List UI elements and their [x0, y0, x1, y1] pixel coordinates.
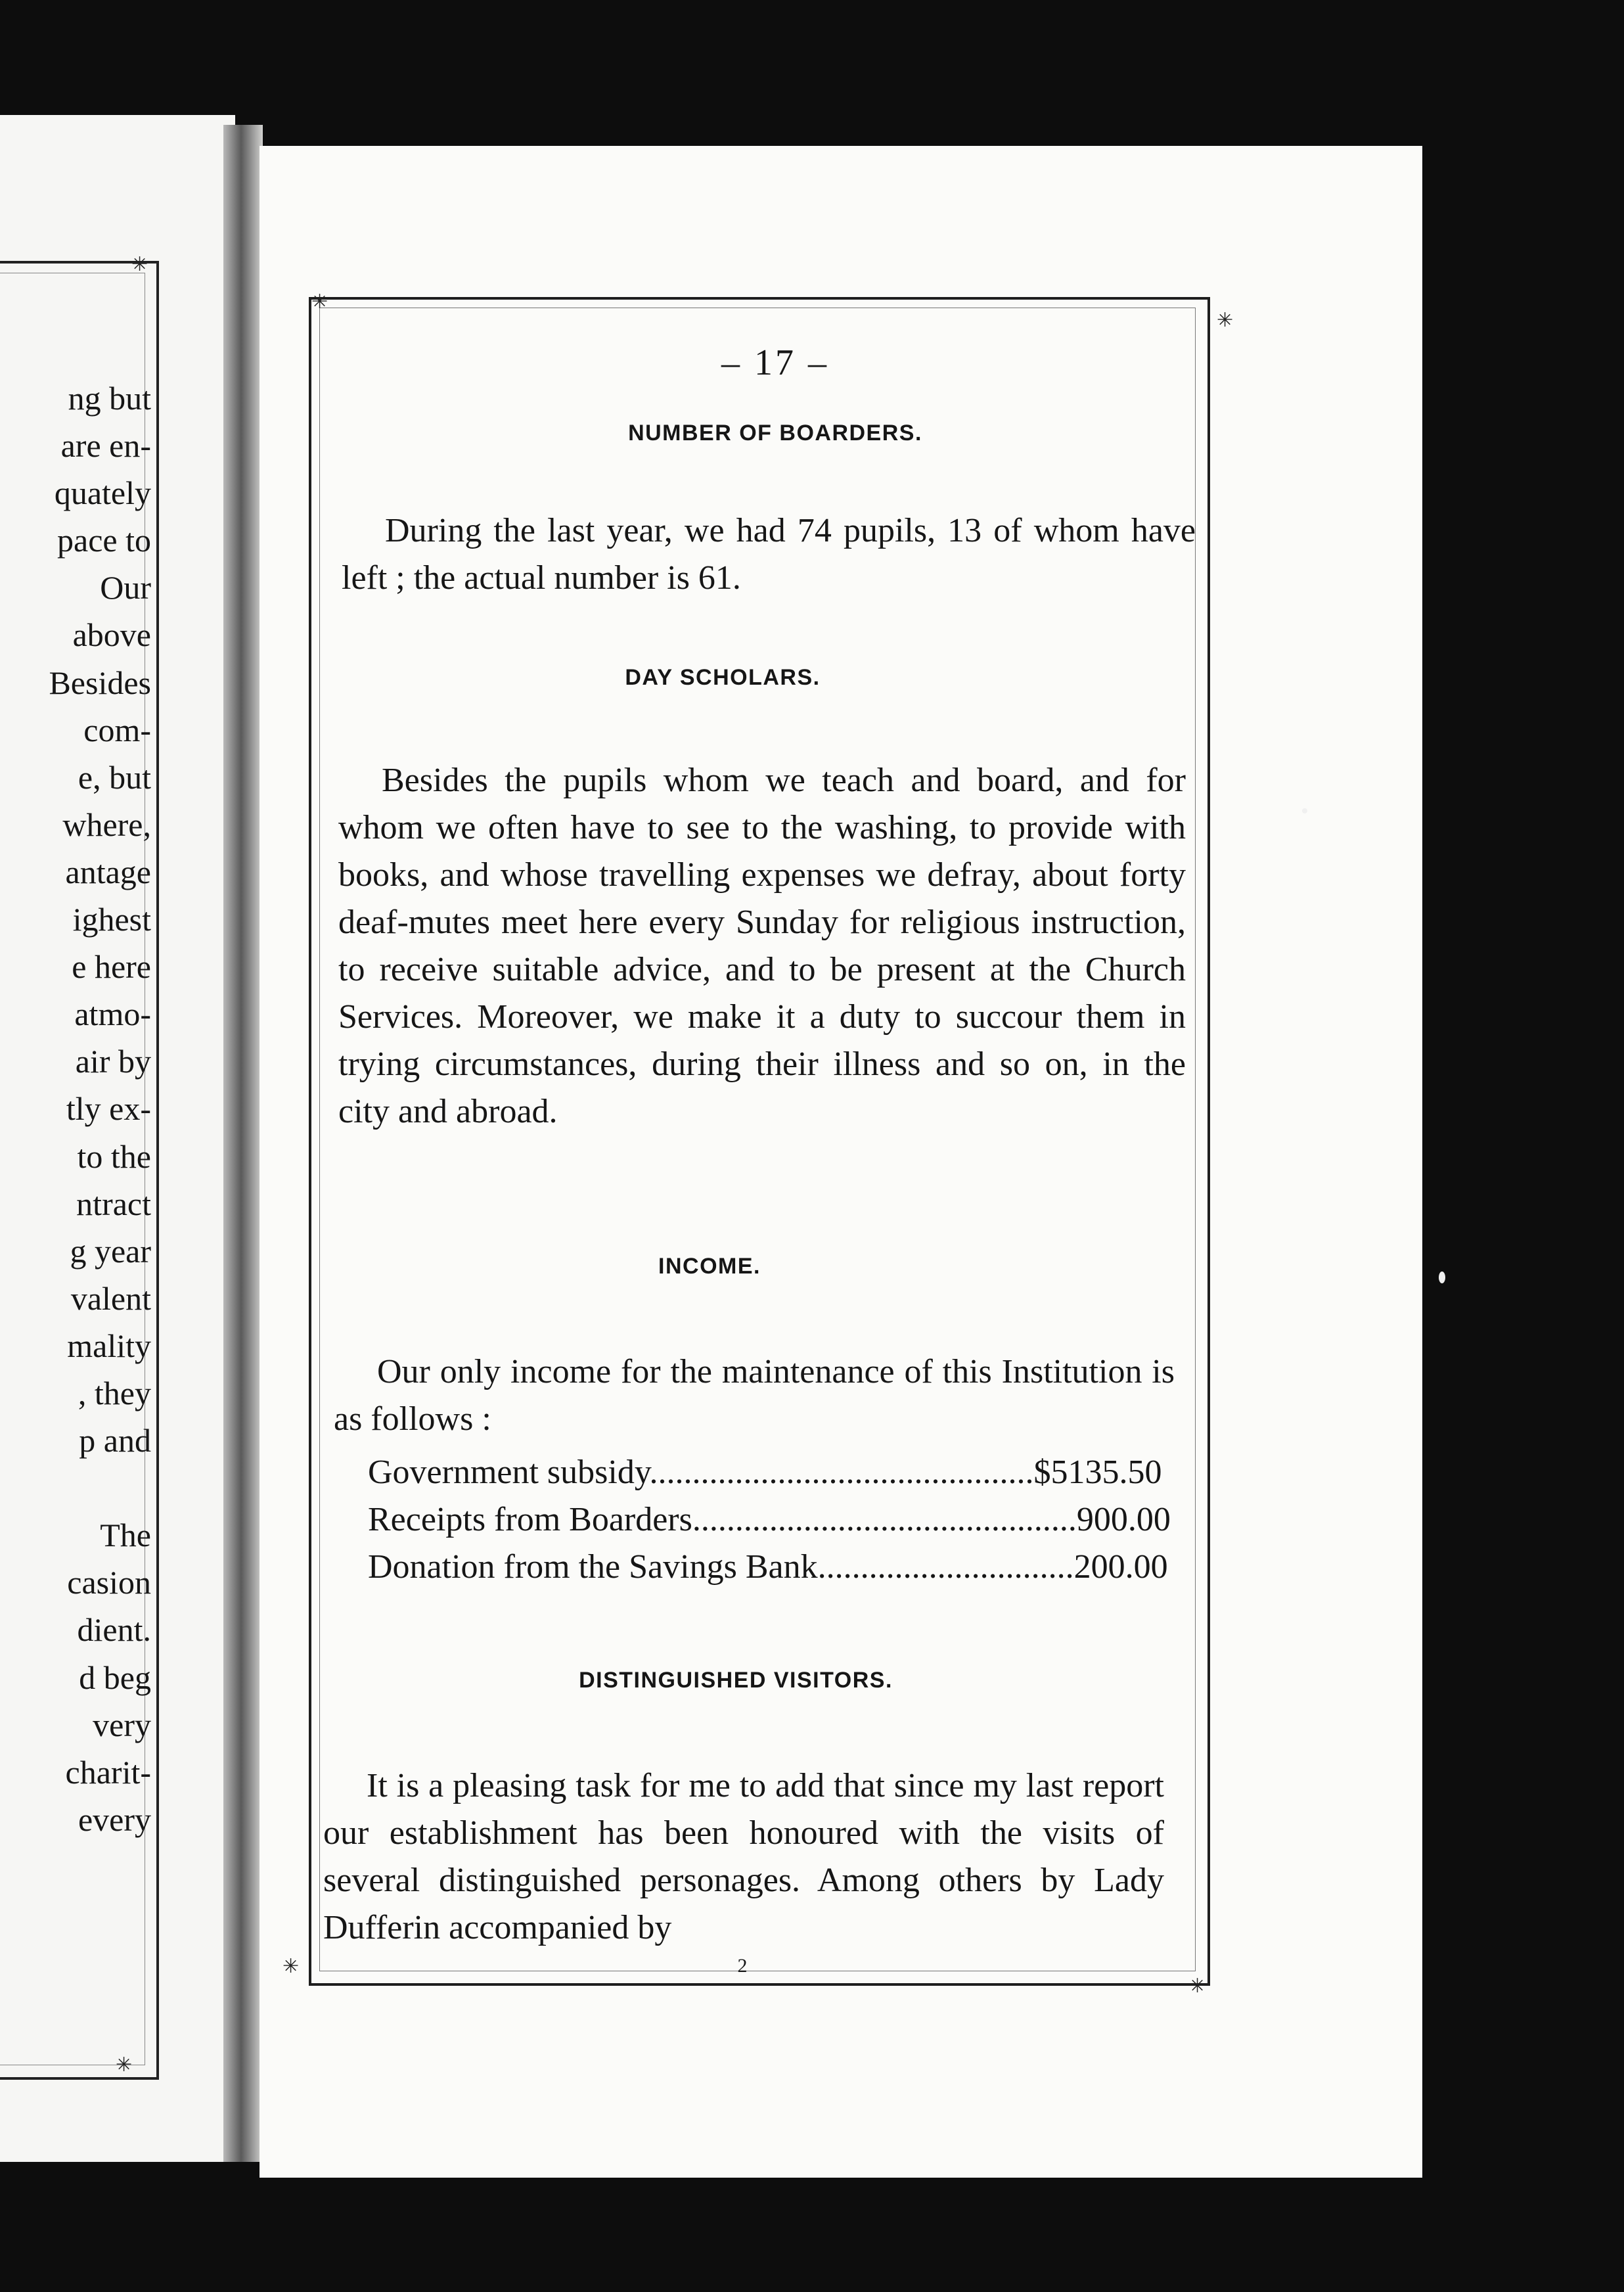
left-page-line: ighest [72, 901, 151, 938]
heading-income: INCOME. [658, 1254, 761, 1279]
left-page-line: quately [54, 474, 151, 512]
signature-mark: 2 [737, 1955, 748, 1977]
border-star-bottom-left: ✳ [282, 1955, 300, 1978]
income-row [368, 1544, 1168, 1591]
income-item-label: Receipts from Boarders............................................. [368, 1501, 1077, 1538]
scan-speck [1302, 808, 1307, 814]
left-page-line: , they [78, 1374, 151, 1411]
left-page-line: e here [72, 948, 151, 986]
income-item-label: Donation from the Savings Bank.............................. [368, 1548, 1074, 1586]
left-page-line: casion [67, 1564, 151, 1601]
paragraph-distinguished-visitors: It is a pleasing task for me to add that since my last report our establishment has been honoured with the visits of several distinguished personages. Among others by Lady Dufferin accompanied by [323, 1767, 1164, 1946]
heading-day-scholars: DAY SCHOLARS. [625, 665, 821, 690]
income-item-amount: $5135.50 [1033, 1454, 1162, 1491]
left-page-text-fragments [49, 375, 151, 1843]
income-row [368, 1449, 1162, 1496]
left-page-line: pace to [57, 522, 151, 559]
left-page-line: ng but [68, 380, 151, 417]
left-facing-page [0, 115, 235, 2162]
left-page-line [49, 1464, 151, 1511]
left-page-line: every [78, 1800, 151, 1838]
left-page-line: to the [77, 1137, 151, 1175]
left-page-line: Besides [49, 664, 151, 701]
paragraph-income: Our only income for the maintenance of this Institution is as follows : [334, 1353, 1175, 1438]
border-star-top-left: ✳ [311, 290, 328, 313]
income-table [368, 1449, 1171, 1591]
income-row [368, 1496, 1171, 1544]
left-page-line: d beg [79, 1659, 151, 1696]
left-page-line: ntract [76, 1185, 151, 1222]
left-page-line: mality [67, 1327, 151, 1364]
left-page-line: p and [79, 1422, 151, 1459]
heading-number-of-boarders: NUMBER OF BOARDERS. [628, 421, 922, 446]
scan-speck [1439, 1272, 1445, 1283]
page-number: – 17 – [721, 342, 829, 383]
left-page-line: tly ex- [66, 1090, 151, 1128]
left-border-star-bottom: ✳ [116, 2053, 133, 2076]
left-page-line: atmo- [74, 996, 151, 1033]
income-item-amount: 900.00 [1076, 1501, 1171, 1538]
left-page-line: e, but [78, 758, 151, 796]
left-page-line: Our [100, 569, 151, 607]
left-page-line: very [93, 1706, 151, 1743]
left-page-line: are en- [60, 427, 151, 465]
left-page-line: g year [70, 1232, 151, 1270]
border-star-top-right: ✳ [1217, 309, 1234, 332]
heading-distinguished-visitors: DISTINGUISHED VISITORS. [579, 1668, 893, 1693]
income-item-amount: 200.00 [1073, 1548, 1168, 1586]
left-page-line: antage [65, 853, 151, 890]
income-item-label: Government subsidy............................................. [368, 1454, 1034, 1491]
book-gutter [223, 125, 263, 2162]
left-border-star-top: ✳ [131, 253, 148, 276]
left-page-line: where, [62, 806, 151, 843]
paragraph-day-scholars: Besides the pupils whom we teach and board, and for whom we often have to see to the washing, to provide with books, and whose travelling expenses we defray, about forty deaf-mutes meet here every Sunday for religious instruction, to receive suitable advice, and to be present at the Church Services. Moreover, we make it a duty to succour them in trying circumstances, during their illness and so on, in the city and abroad. [338, 762, 1186, 1130]
left-page-line: charit- [65, 1753, 151, 1791]
left-page-line: air by [75, 1043, 151, 1080]
left-page-line: The [100, 1517, 151, 1554]
left-page-line: com- [83, 711, 151, 748]
left-page-line: valent [70, 1279, 151, 1317]
border-star-bottom-right: ✳ [1189, 1975, 1206, 1998]
left-page-line: above [72, 616, 151, 654]
paragraph-boarders: During the last year, we had 74 pupils, 13 of whom have left ; the actual number is 61. [342, 512, 1196, 597]
left-page-line: dient. [77, 1611, 151, 1649]
